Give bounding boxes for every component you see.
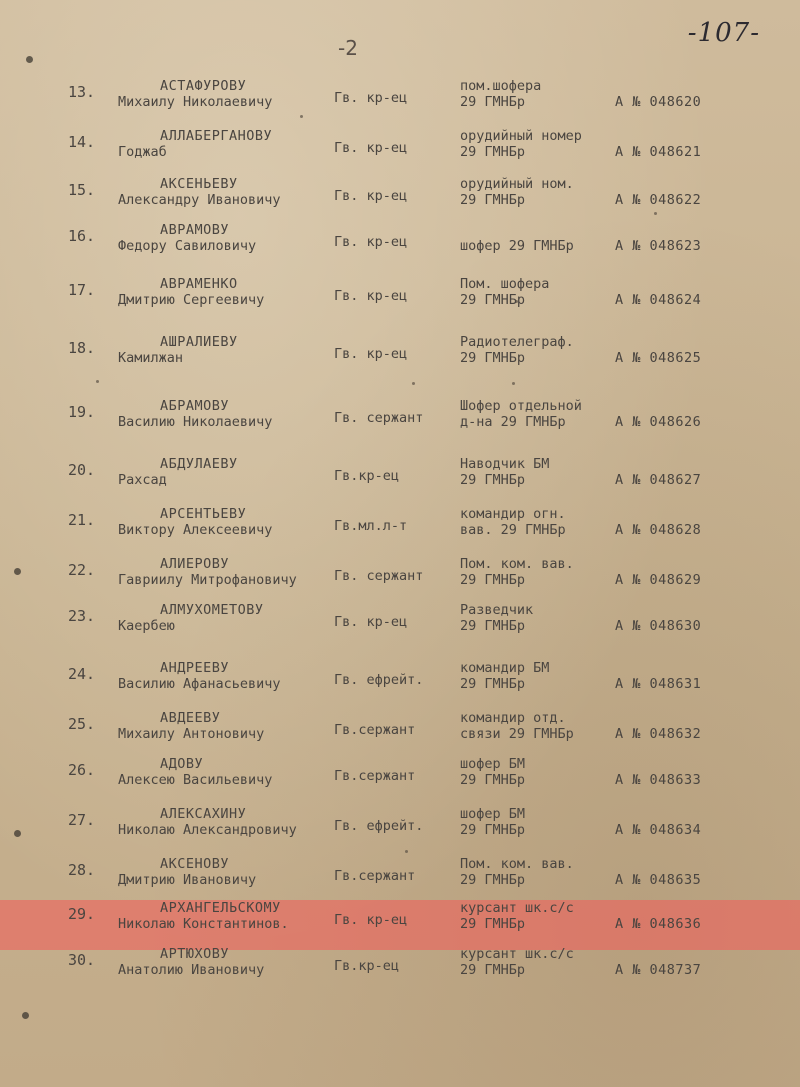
entry-given-names: Федору Савиловичу <box>118 238 257 254</box>
entry-given-names: Рахсад <box>118 472 167 488</box>
entry-position-line2: 29 ГМНБр <box>460 192 526 208</box>
table-row <box>0 756 800 806</box>
entry-position-line1: шофер БМ <box>460 806 526 822</box>
entry-surname: АШРАЛИЕВУ <box>160 334 238 350</box>
entry-rank: Гв.сержант <box>334 768 416 784</box>
entry-given-names: Николаю Константинов. <box>118 916 289 932</box>
entry-position-line2: 29 ГМНБр <box>460 676 526 692</box>
entry-surname: АНДРЕЕВУ <box>160 660 230 676</box>
entry-number: 17. <box>68 281 96 299</box>
entry-award-number: А № 048625 <box>615 350 702 366</box>
entry-award-number: А № 048634 <box>615 822 702 838</box>
entry-surname: АВДЕЕВУ <box>160 710 221 726</box>
entry-award-number: А № 048737 <box>615 962 702 978</box>
entry-rank: Гв. ефрейт. <box>334 672 424 688</box>
entry-given-names: Михаилу Николаевичу <box>118 94 273 110</box>
table-row <box>0 806 800 856</box>
entry-position-line2: 29 ГМНБр <box>460 472 526 488</box>
entry-surname: АЛЛАБЕРГАНОВУ <box>160 128 273 144</box>
entry-position-line1: пом.шофера <box>460 78 542 94</box>
entry-position-line2: связи 29 ГМНБр <box>460 726 574 742</box>
entry-number: 15. <box>68 181 96 199</box>
entry-number: 25. <box>68 715 96 733</box>
entry-rank: Гв. кр-ец <box>334 140 408 156</box>
entry-rank: Гв. кр-ец <box>334 912 408 928</box>
entry-given-names: Гавриилу Митрофановичу <box>118 572 297 588</box>
entry-award-number: А № 048626 <box>615 414 702 430</box>
entry-rank: Гв.кр-ец <box>334 468 400 484</box>
entry-position-line2: 29 ГМНБр <box>460 144 526 160</box>
entry-number: 23. <box>68 607 96 625</box>
entry-rank: Гв.мл.л-т <box>334 518 408 534</box>
entry-position-line1: Пом. ком. вав. <box>460 856 574 872</box>
entry-rank: Гв. кр-ец <box>334 614 408 630</box>
entry-rank: Гв. кр-ец <box>334 188 408 204</box>
table-row <box>0 556 800 606</box>
entry-given-names: Дмитрию Ивановичу <box>118 872 257 888</box>
entry-rank: Гв.сержант <box>334 868 416 884</box>
table-row <box>0 398 800 448</box>
entry-position-line2: шофер 29 ГМНБр <box>460 238 574 254</box>
entry-given-names: Николаю Александровичу <box>118 822 297 838</box>
entry-position-line1: командир огн. <box>460 506 566 522</box>
entry-position-line2: 29 ГМНБр <box>460 872 526 888</box>
entry-position-line1: шофер БМ <box>460 756 526 772</box>
entry-position-line2: 29 ГМНБр <box>460 772 526 788</box>
entry-surname: АЛЕКСАХИНУ <box>160 806 247 822</box>
entry-award-number: А № 048622 <box>615 192 702 208</box>
entry-award-number: А № 048621 <box>615 144 702 160</box>
entry-number: 22. <box>68 561 96 579</box>
entry-position-line1: Пом. шофера <box>460 276 550 292</box>
entry-surname: АРТЮХОВУ <box>160 946 230 962</box>
entry-number: 30. <box>68 951 96 969</box>
entry-given-names: Анатолию Ивановичу <box>118 962 265 978</box>
table-row <box>0 222 800 272</box>
entry-award-number: А № 048627 <box>615 472 702 488</box>
table-row <box>0 176 800 226</box>
entry-number: 29. <box>68 905 96 923</box>
entry-surname: АРХАНГЕЛЬСКОМУ <box>160 900 281 916</box>
entry-position-line1: Шофер отдельной <box>460 398 582 414</box>
entry-number: 27. <box>68 811 96 829</box>
entry-award-number: А № 048624 <box>615 292 702 308</box>
entry-position-line1: Пом. ком. вав. <box>460 556 574 572</box>
entry-surname: АВРАМЕНКО <box>160 276 238 292</box>
table-row <box>0 710 800 760</box>
entry-number: 21. <box>68 511 96 529</box>
entry-surname: АСТАФУРОВУ <box>160 78 247 94</box>
entry-rank: Гв. кр-ец <box>334 90 408 106</box>
page-number: -2 <box>338 36 358 60</box>
entry-surname: АДОВУ <box>160 756 204 772</box>
entry-position-line1: курсант шк.с/с <box>460 900 574 916</box>
entry-award-number: А № 048630 <box>615 618 702 634</box>
entry-rank: Гв. кр-ец <box>334 234 408 250</box>
entry-position-line2: 29 ГМНБр <box>460 94 526 110</box>
entry-surname: АВРАМОВУ <box>160 222 230 238</box>
entry-position-line1: орудийный номер <box>460 128 582 144</box>
entry-given-names: Камилжан <box>118 350 184 366</box>
entry-given-names: Александру Ивановичу <box>118 192 281 208</box>
table-row <box>0 506 800 556</box>
table-row <box>0 856 800 906</box>
entry-given-names: Василию Афанасьевичу <box>118 676 281 692</box>
entry-position-line2: 29 ГМНБр <box>460 916 526 932</box>
entry-position-line2: 29 ГМНБр <box>460 350 526 366</box>
table-row-highlighted <box>0 900 800 950</box>
entry-surname: АЛМУХОМЕТОВУ <box>160 602 264 618</box>
punch-hole-mark <box>26 56 33 63</box>
entry-surname: АБРАМОВУ <box>160 398 230 414</box>
table-row <box>0 276 800 326</box>
entry-number: 19. <box>68 403 96 421</box>
entry-number: 24. <box>68 665 96 683</box>
entry-position-line2: 29 ГМНБр <box>460 822 526 838</box>
entry-surname: АРСЕНТЬЕВУ <box>160 506 247 522</box>
entry-award-number: А № 048633 <box>615 772 702 788</box>
entry-given-names: Дмитрию Сергеевичу <box>118 292 265 308</box>
entry-number: 14. <box>68 133 96 151</box>
entry-award-number: А № 048636 <box>615 916 702 932</box>
entry-number: 26. <box>68 761 96 779</box>
entry-award-number: А № 048620 <box>615 94 702 110</box>
entry-position-line2: 29 ГМНБр <box>460 618 526 634</box>
entry-number: 16. <box>68 227 96 245</box>
entry-rank: Гв. сержант <box>334 568 424 584</box>
table-row <box>0 78 800 128</box>
entry-rank: Гв. кр-ец <box>334 346 408 362</box>
punch-hole-mark <box>22 1012 29 1019</box>
entry-surname: АКСЕНЬЕВУ <box>160 176 238 192</box>
entry-position-line2: 29 ГМНБр <box>460 962 526 978</box>
folio-number: -107- <box>687 18 760 48</box>
entry-given-names: Виктору Алексеевичу <box>118 522 273 538</box>
entry-position-line2: вав. 29 ГМНБр <box>460 522 566 538</box>
entry-given-names: Михаилу Антоновичу <box>118 726 265 742</box>
entry-position-line2: д-на 29 ГМНБр <box>460 414 566 430</box>
entry-rank: Гв. сержант <box>334 410 424 426</box>
entry-surname: АБДУЛАЕВУ <box>160 456 238 472</box>
entry-rank: Гв.сержант <box>334 722 416 738</box>
entry-position-line2: 29 ГМНБр <box>460 292 526 308</box>
entry-number: 13. <box>68 83 96 101</box>
entry-award-number: А № 048629 <box>615 572 702 588</box>
entry-position-line1: орудийный ном. <box>460 176 574 192</box>
entry-surname: АКСЕНОВУ <box>160 856 230 872</box>
entry-award-number: А № 048623 <box>615 238 702 254</box>
entry-rank: Гв. ефрейт. <box>334 818 424 834</box>
entry-given-names: Алексею Васильевичу <box>118 772 273 788</box>
entry-position-line1: курсант шк.с/с <box>460 946 574 962</box>
entry-given-names: Годжаб <box>118 144 167 160</box>
table-row <box>0 660 800 710</box>
entry-position-line1: Разведчик <box>460 602 534 618</box>
entry-number: 20. <box>68 461 96 479</box>
table-row <box>0 602 800 652</box>
entry-number: 18. <box>68 339 96 357</box>
entry-award-number: А № 048631 <box>615 676 702 692</box>
entry-position-line1: Радиотелеграф. <box>460 334 574 350</box>
entry-position-line1: командир отд. <box>460 710 566 726</box>
entry-position-line1: командир БМ <box>460 660 550 676</box>
entry-position-line1: Наводчик БМ <box>460 456 550 472</box>
entry-given-names: Каербею <box>118 618 175 634</box>
table-row <box>0 946 800 996</box>
entry-award-number: А № 048635 <box>615 872 702 888</box>
entry-award-number: А № 048632 <box>615 726 702 742</box>
table-row <box>0 334 800 384</box>
table-row <box>0 128 800 178</box>
entry-rank: Гв.кр-ец <box>334 958 400 974</box>
entry-rank: Гв. кр-ец <box>334 288 408 304</box>
entry-position-line2: 29 ГМНБр <box>460 572 526 588</box>
entry-surname: АЛИЕРОВУ <box>160 556 230 572</box>
entry-given-names: Василию Николаевичу <box>118 414 273 430</box>
entry-number: 28. <box>68 861 96 879</box>
entry-award-number: А № 048628 <box>615 522 702 538</box>
table-row <box>0 456 800 506</box>
